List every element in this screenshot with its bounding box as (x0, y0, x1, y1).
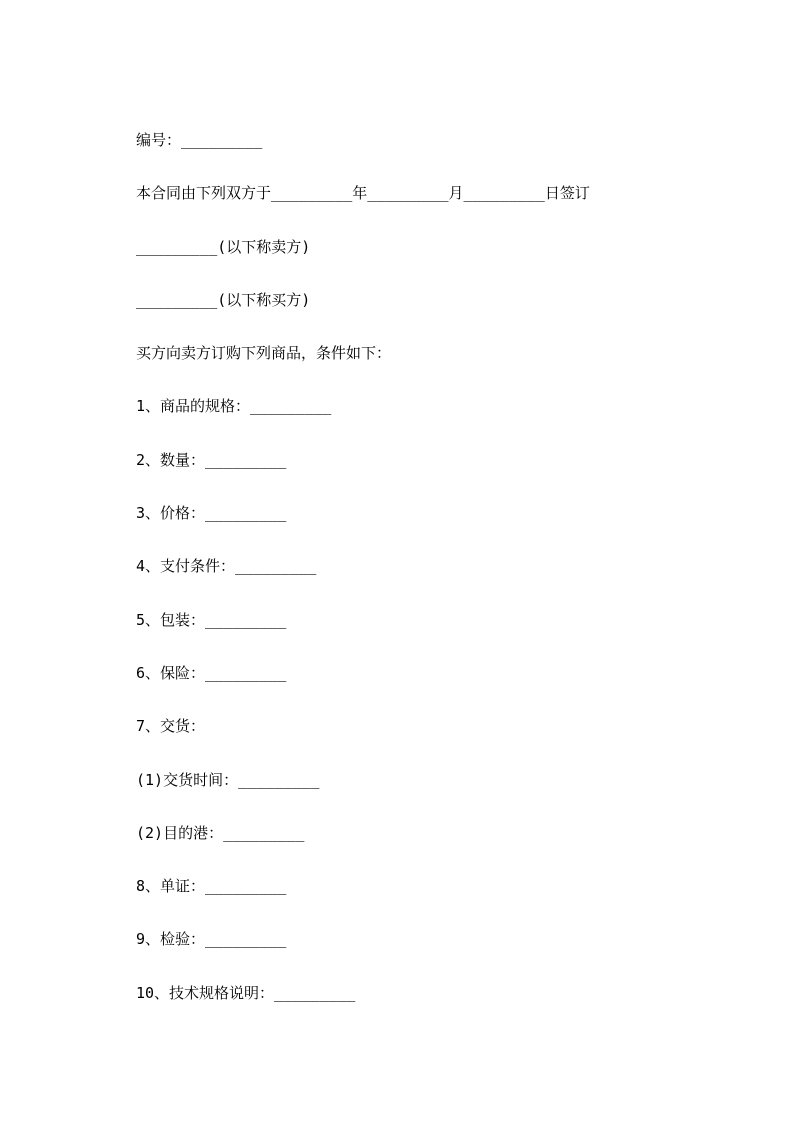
clause-price: 3、价格：_________ (136, 504, 287, 523)
clause-packing: 5、包装：_________ (136, 610, 287, 629)
seller-line: _________(以下称卖方) (136, 237, 311, 256)
order-intro-line: 买方向卖方订购下列商品，条件如下： (136, 344, 392, 363)
contract-number-line: 编号：_________ (136, 131, 263, 149)
clause-destination-port: (2)目的港：_________ (136, 823, 305, 842)
clause-documents: 8、单证：_________ (136, 877, 287, 896)
clause-specification: 1、商品的规格：_________ (136, 397, 332, 416)
clause-inspection: 9、检验：_________ (136, 930, 287, 949)
buyer-line: _________(以下称买方) (136, 290, 311, 309)
clause-payment-terms: 4、支付条件：_________ (136, 557, 317, 576)
contract-body (136, 130, 736, 1036)
clause-quantity: 2、数量：_________ (136, 450, 287, 469)
signing-date-line: 本合同由下列双方于_________年_________月_________日签订 (136, 184, 590, 203)
clause-delivery: 7、交货： (136, 717, 206, 736)
clause-delivery-time: (1)交货时间：_________ (136, 770, 320, 789)
clause-insurance: 6、保险：_________ (136, 663, 287, 682)
clause-technical-specs: 10、技术规格说明：_________ (136, 983, 356, 1002)
